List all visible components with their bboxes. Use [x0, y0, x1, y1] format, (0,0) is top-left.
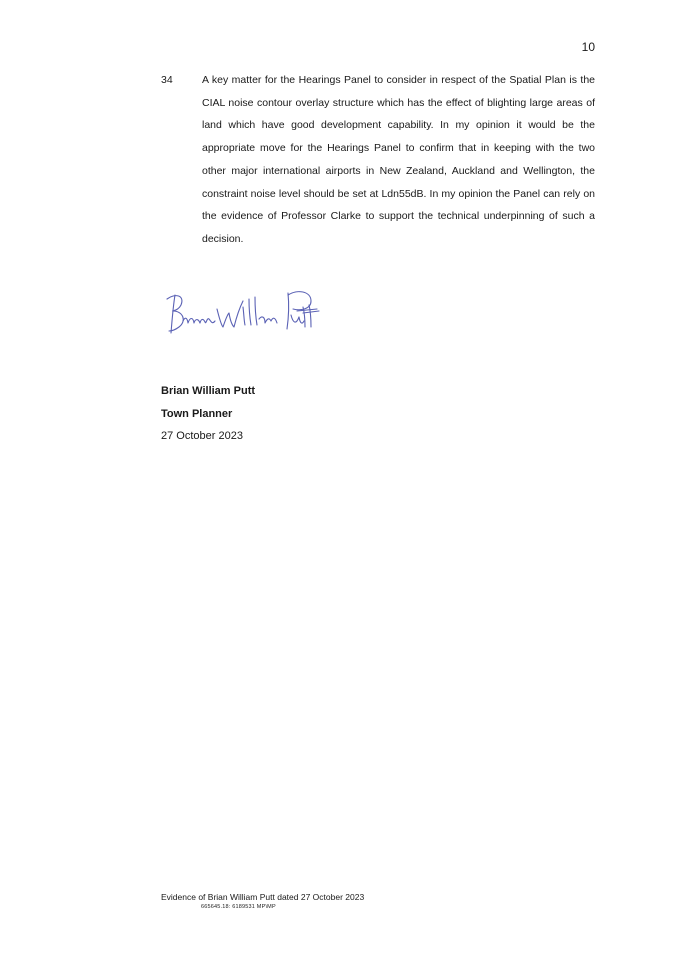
numbered-paragraph [161, 69, 595, 251]
signature-image [163, 287, 323, 339]
page-number: 10 [581, 40, 595, 54]
footer-text: Evidence of Brian William Putt dated 27 October 2023 [161, 892, 365, 902]
signatory-title: Town Planner [161, 407, 233, 420]
page-footer [161, 892, 364, 911]
paragraph-number: 34 [161, 74, 173, 86]
footer-reference: 665645.18: 6189531 MP\MP [201, 904, 276, 910]
signatory-name: Brian William Putt [161, 385, 256, 397]
paragraph-text: A key matter for the Hearings Panel to consider in respect of the Spatial Plan is the CIAL noise contour overlay structure which has the effect of blighting large areas of land which have good development capability. In my opinion it would be the appropriate move for the Hearings Panel to confirm that in keeping with the two other major international airports in New Zealand, Auckland and Wellington, the constraint noise level should be set at Ldn55dB. In my opinion the Panel can rely on the evidence of Professor Clarke to support the technical underpinning of such a decision. [202, 74, 595, 245]
signature-date: 27 October 2023 [161, 430, 243, 442]
signature-block [161, 380, 255, 448]
handwritten-signature [163, 287, 323, 339]
